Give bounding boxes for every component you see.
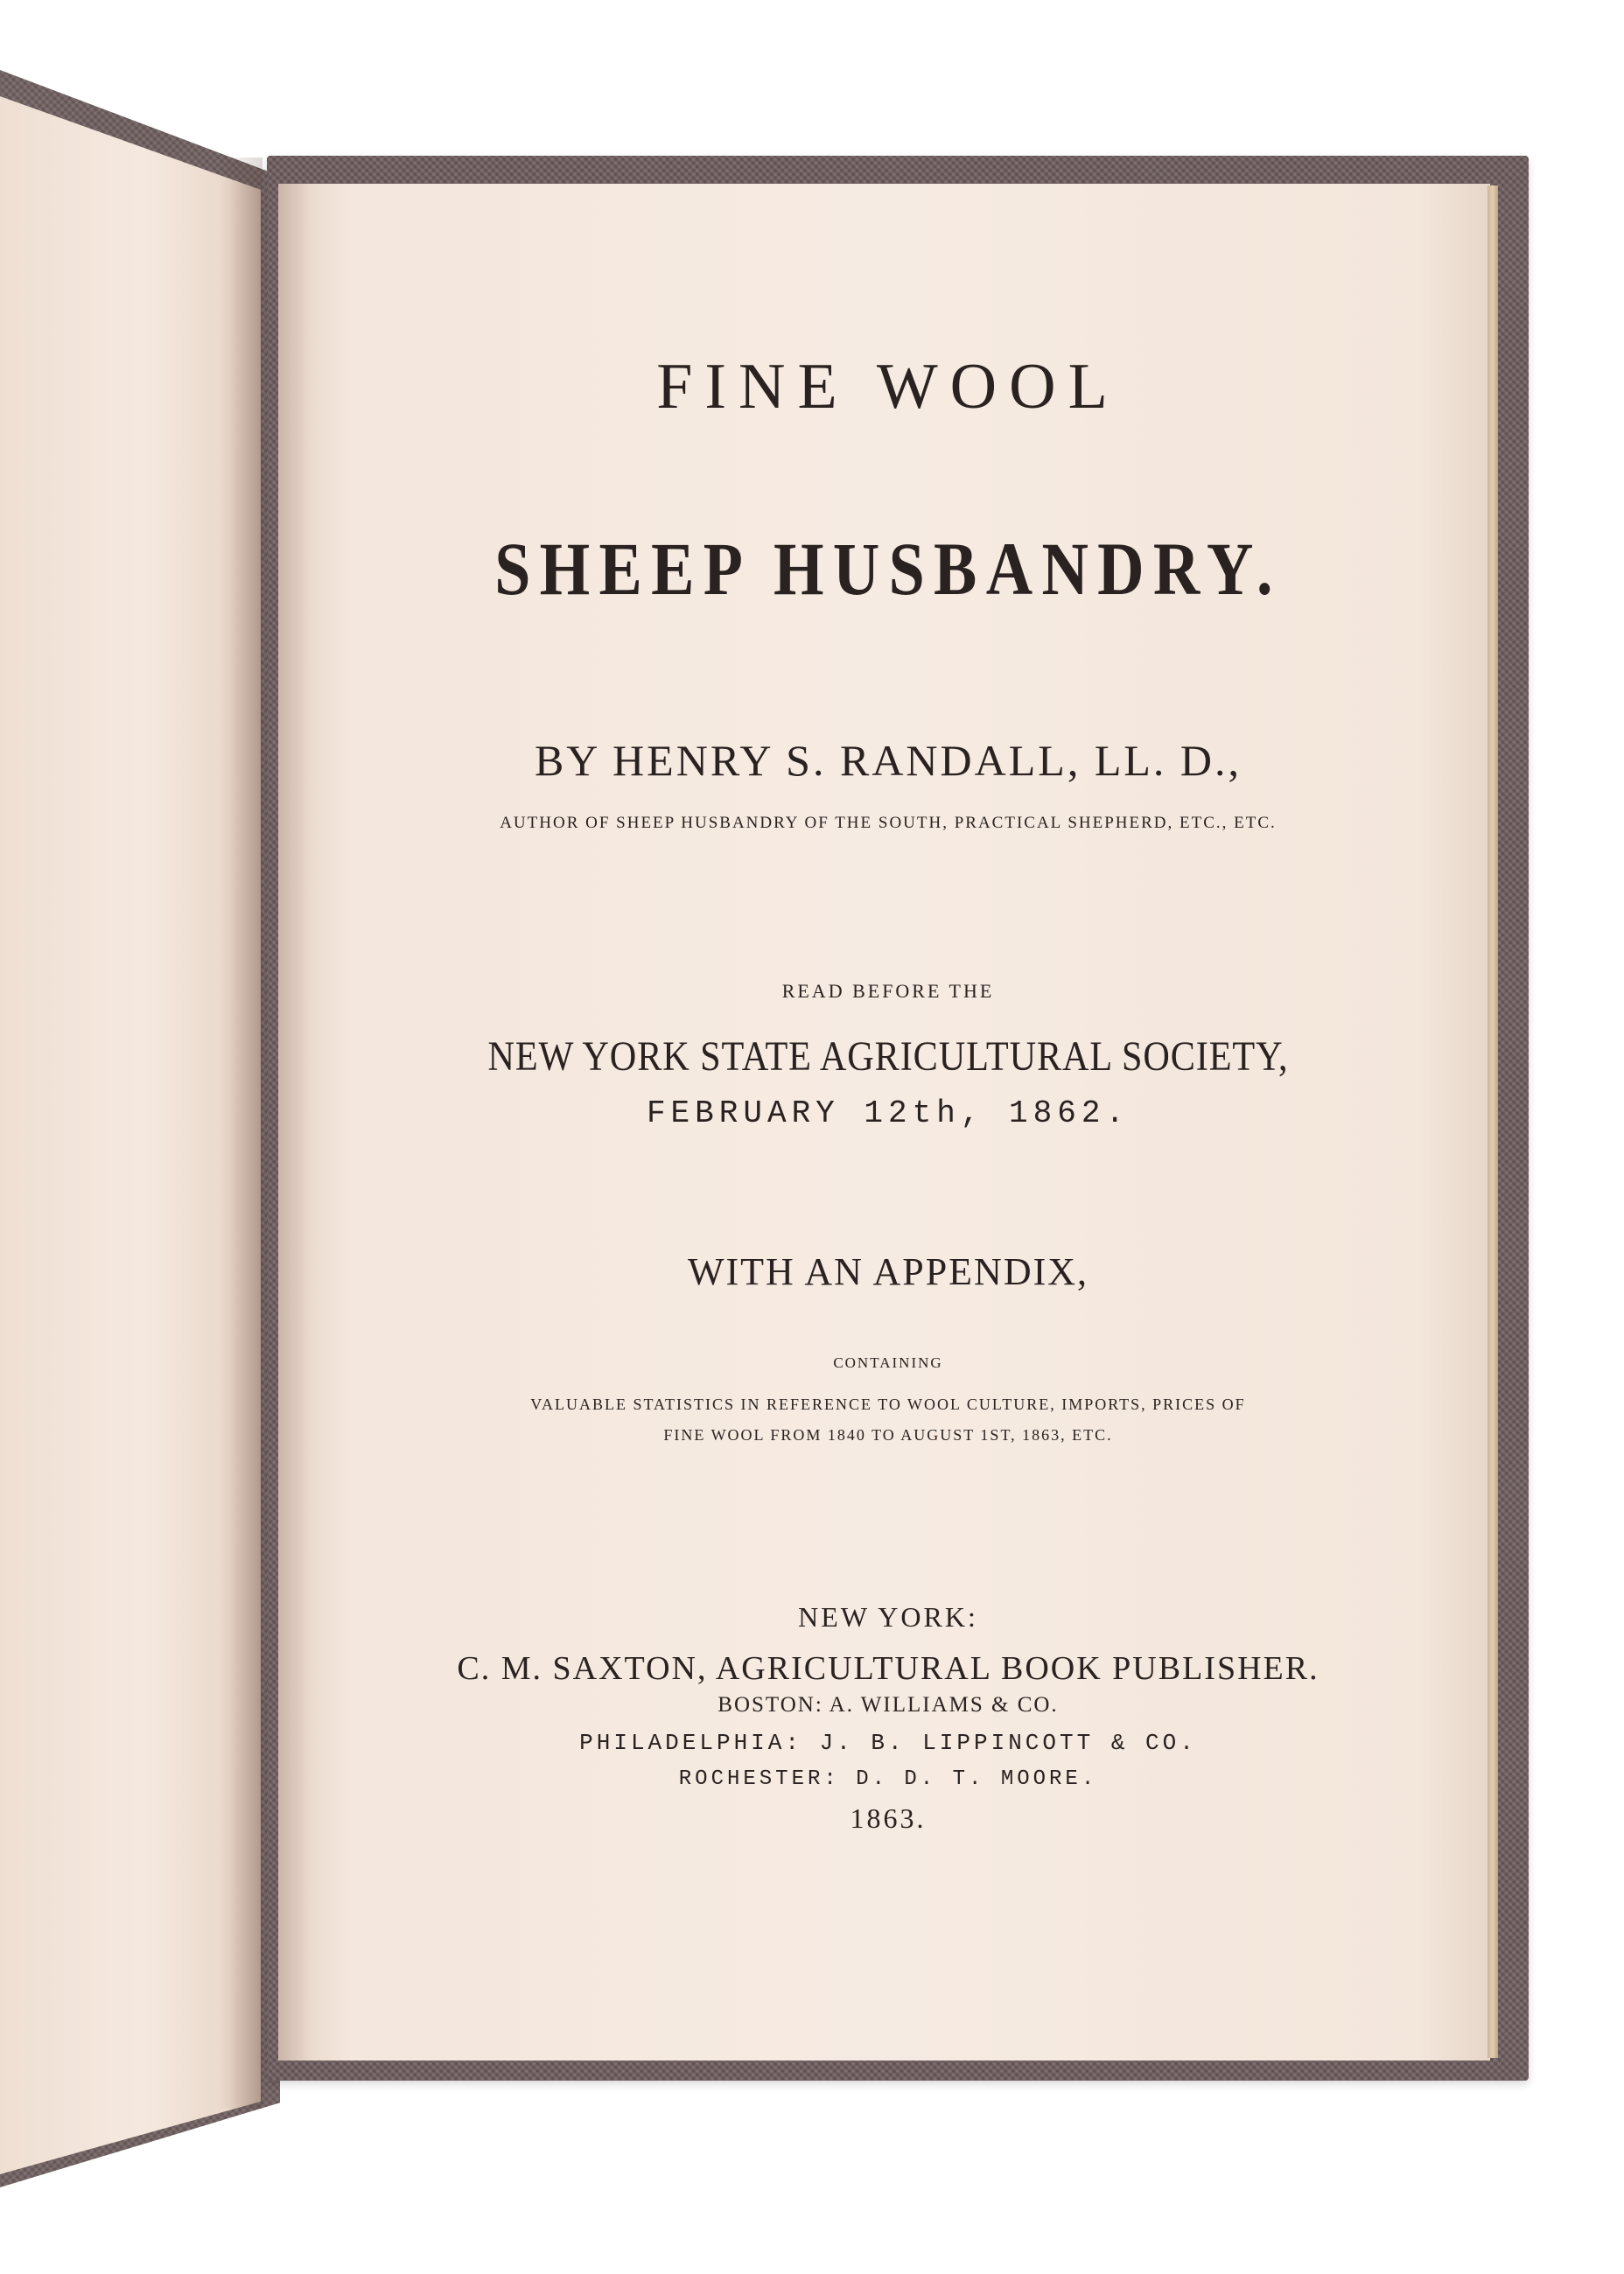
title-line-1: FINE WOOL — [656, 351, 1120, 423]
philadelphia-agent-line: PHILADELPHIA: J. B. LIPPINCOTT & CO. — [579, 1730, 1197, 1756]
imprint-place: NEW YORK: — [798, 1601, 978, 1633]
statistics-line-2: FINE WOOL FROM 1840 TO AUGUST 1ST, 1863, ETC. — [663, 1426, 1113, 1444]
author-note: AUTHOR OF SHEEP HUSBANDRY OF THE SOUTH, PRACTICAL SHEPHERD, ETC., ETC. — [500, 814, 1277, 832]
left-page-shadow — [219, 157, 262, 2109]
boston-agent-line: BOSTON: A. WILLIAMS & CO. — [718, 1693, 1059, 1717]
gutter-shadow — [278, 184, 313, 2061]
society-line: NEW YORK STATE AGRICULTURAL SOCIETY, — [487, 1033, 1289, 1080]
read-before-line: READ BEFORE THE — [781, 980, 995, 1002]
title-line-2: SHEEP HUSBANDRY. — [494, 527, 1282, 611]
page-edge — [1488, 185, 1498, 2058]
author-line: BY HENRY S. RANDALL, LL. D., — [534, 736, 1242, 785]
containing-line: CONTAINING — [833, 1354, 943, 1371]
publisher-line: C. M. SAXTON, AGRICULTURAL BOOK PUBLISHER. — [457, 1650, 1320, 1687]
date-line: FEBRUARY 12th, 1862. — [646, 1095, 1130, 1131]
appendix-line: WITH AN APPENDIX, — [687, 1250, 1089, 1293]
rochester-agent-line: ROCHESTER: D. D. T. MOORE. — [678, 1767, 1098, 1791]
statistics-line-1: VALUABLE STATISTICS IN REFERENCE TO WOOL CULTURE, IMPORTS, PRICES OF — [530, 1396, 1246, 1413]
imprint-year: 1863. — [850, 1802, 927, 1834]
